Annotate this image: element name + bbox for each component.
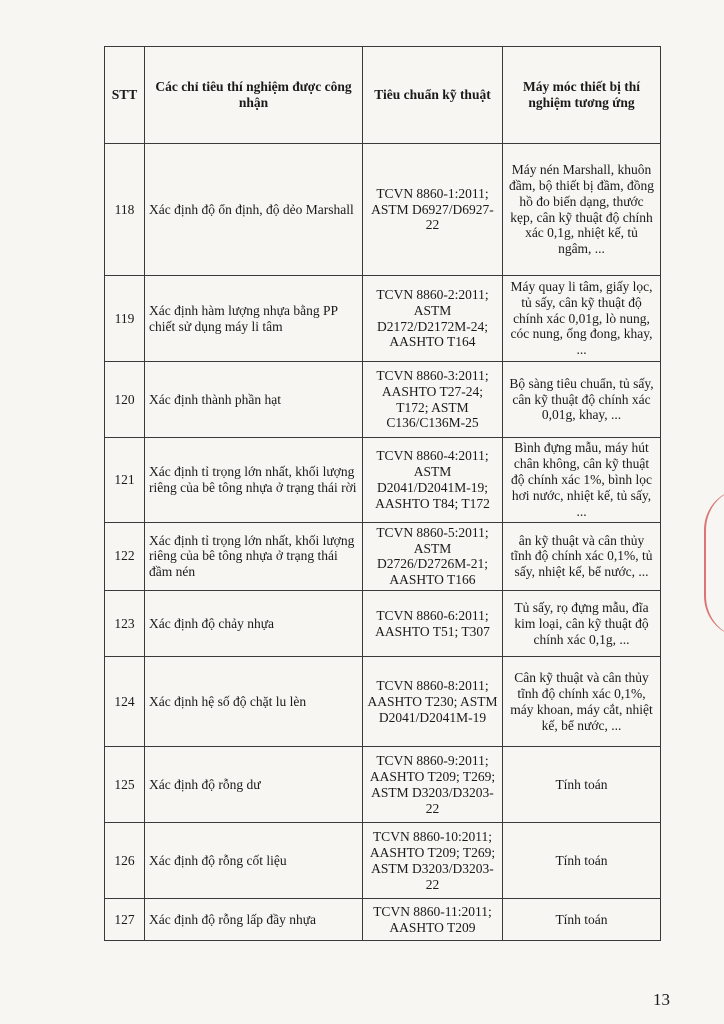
- row-stt: 126: [105, 823, 145, 899]
- row-equipment: Tính toán: [503, 899, 661, 941]
- row-stt: 120: [105, 362, 145, 438]
- row-equipment: Máy nén Marshall, khuôn đầm, bộ thiết bị đầm, đồng hồ đo biến dạng, thước kẹp, cân kỹ thuật độ chính xác 0,1g, nhiệt kế, tủ ngâm, ...: [503, 144, 661, 276]
- red-seal-stamp: [704, 488, 724, 638]
- table-header-row: [105, 47, 661, 144]
- row-stt: 125: [105, 747, 145, 823]
- row-indicator: Xác định hàm lượng nhựa bằng PP chiết sử dụng máy li tâm: [145, 276, 363, 362]
- row-standard: TCVN 8860-6:2011; AASHTO T51; T307: [363, 591, 503, 657]
- row-stt: 127: [105, 899, 145, 941]
- row-stt: 119: [105, 276, 145, 362]
- row-equipment: Cân kỹ thuật và cân thủy tĩnh độ chính xác 0,1%, máy khoan, máy cắt, nhiệt kế, bể nước, ...: [503, 657, 661, 747]
- table-row: [105, 823, 661, 899]
- row-standard: TCVN 8860-1:2011; ASTM D6927/D6927-22: [363, 144, 503, 276]
- row-equipment: Tính toán: [503, 823, 661, 899]
- row-equipment: Bình đựng mẫu, máy hút chân không, cân kỹ thuật độ chính xác 1%, bình lọc hơi nước, nhiệt kế, tủ sấy, ...: [503, 438, 661, 523]
- table-row: [105, 747, 661, 823]
- row-indicator: Xác định độ chảy nhựa: [145, 591, 363, 657]
- table-row: [105, 899, 661, 941]
- row-stt: 124: [105, 657, 145, 747]
- row-standard: TCVN 8860-10:2011; AASHTO T209; T269; ASTM D3203/D3203-22: [363, 823, 503, 899]
- row-standard: TCVN 8860-4:2011; ASTM D2041/D2041M-19; AASHTO T84; T172: [363, 438, 503, 523]
- row-stt: 121: [105, 438, 145, 523]
- table-row: [105, 438, 661, 523]
- table-row: [105, 362, 661, 438]
- row-standard: TCVN 8860-3:2011; AASHTO T27-24; T172; ASTM C136/C136M-25: [363, 362, 503, 438]
- row-indicator: Xác định tỉ trọng lớn nhất, khối lượng riêng của bê tông nhựa ở trạng thái đầm nén: [145, 522, 363, 591]
- row-standard: TCVN 8860-11:2011; AASHTO T209: [363, 899, 503, 941]
- row-indicator: Xác định độ rỗng lấp đầy nhựa: [145, 899, 363, 941]
- row-stt: 123: [105, 591, 145, 657]
- row-standard: TCVN 8860-2:2011; ASTM D2172/D2172M-24; AASHTO T164: [363, 276, 503, 362]
- row-equipment: Tính toán: [503, 747, 661, 823]
- row-indicator: Xác định độ ổn định, độ dẻo Marshall: [145, 144, 363, 276]
- table-row: [105, 144, 661, 276]
- row-stt: 118: [105, 144, 145, 276]
- row-indicator: Xác định hệ số độ chặt lu lèn: [145, 657, 363, 747]
- row-indicator: Xác định thành phần hạt: [145, 362, 363, 438]
- table-row: [105, 591, 661, 657]
- table-row: [105, 522, 661, 591]
- row-stt: 122: [105, 522, 145, 591]
- row-equipment: Tủ sấy, rọ đựng mẫu, đĩa kim loại, cân kỹ thuật độ chính xác 0,1g, ...: [503, 591, 661, 657]
- row-indicator: Xác định độ rỗng dư: [145, 747, 363, 823]
- row-equipment: ân kỹ thuật và cân thủy tĩnh độ chính xác 0,1%, tủ sấy, nhiệt kế, bể nước, ...: [503, 522, 661, 591]
- page-number: 13: [653, 990, 670, 1009]
- row-standard: TCVN 8860-9:2011; AASHTO T209; T269; ASTM D3203/D3203-22: [363, 747, 503, 823]
- row-standard: TCVN 8860-8:2011; AASHTO T230; ASTM D2041/D2041M-19: [363, 657, 503, 747]
- test-indicator-table: [104, 46, 661, 941]
- row-equipment: Bộ sàng tiêu chuẩn, tủ sấy, cân kỹ thuật độ chính xác 0,01g, khay, ...: [503, 362, 661, 438]
- header-stt: STT: [105, 47, 145, 144]
- row-equipment: Máy quay li tâm, giấy lọc, tủ sấy, cân kỹ thuật độ chính xác 0,01g, lò nung, cóc nung, ống đong, khay, ...: [503, 276, 661, 362]
- header-indicator: Các chỉ tiêu thí nghiệm được công nhận: [145, 47, 363, 144]
- row-indicator: Xác định tỉ trọng lớn nhất, khối lượng riêng của bê tông nhựa ở trạng thái rời: [145, 438, 363, 523]
- table-row: [105, 657, 661, 747]
- row-indicator: Xác định độ rỗng cốt liệu: [145, 823, 363, 899]
- table-row: [105, 276, 661, 362]
- row-standard: TCVN 8860-5:2011; ASTM D2726/D2726M-21; AASHTO T166: [363, 522, 503, 591]
- header-standard: Tiêu chuẩn kỹ thuật: [363, 47, 503, 144]
- header-equipment: Máy móc thiết bị thí nghiệm tương ứng: [503, 47, 661, 144]
